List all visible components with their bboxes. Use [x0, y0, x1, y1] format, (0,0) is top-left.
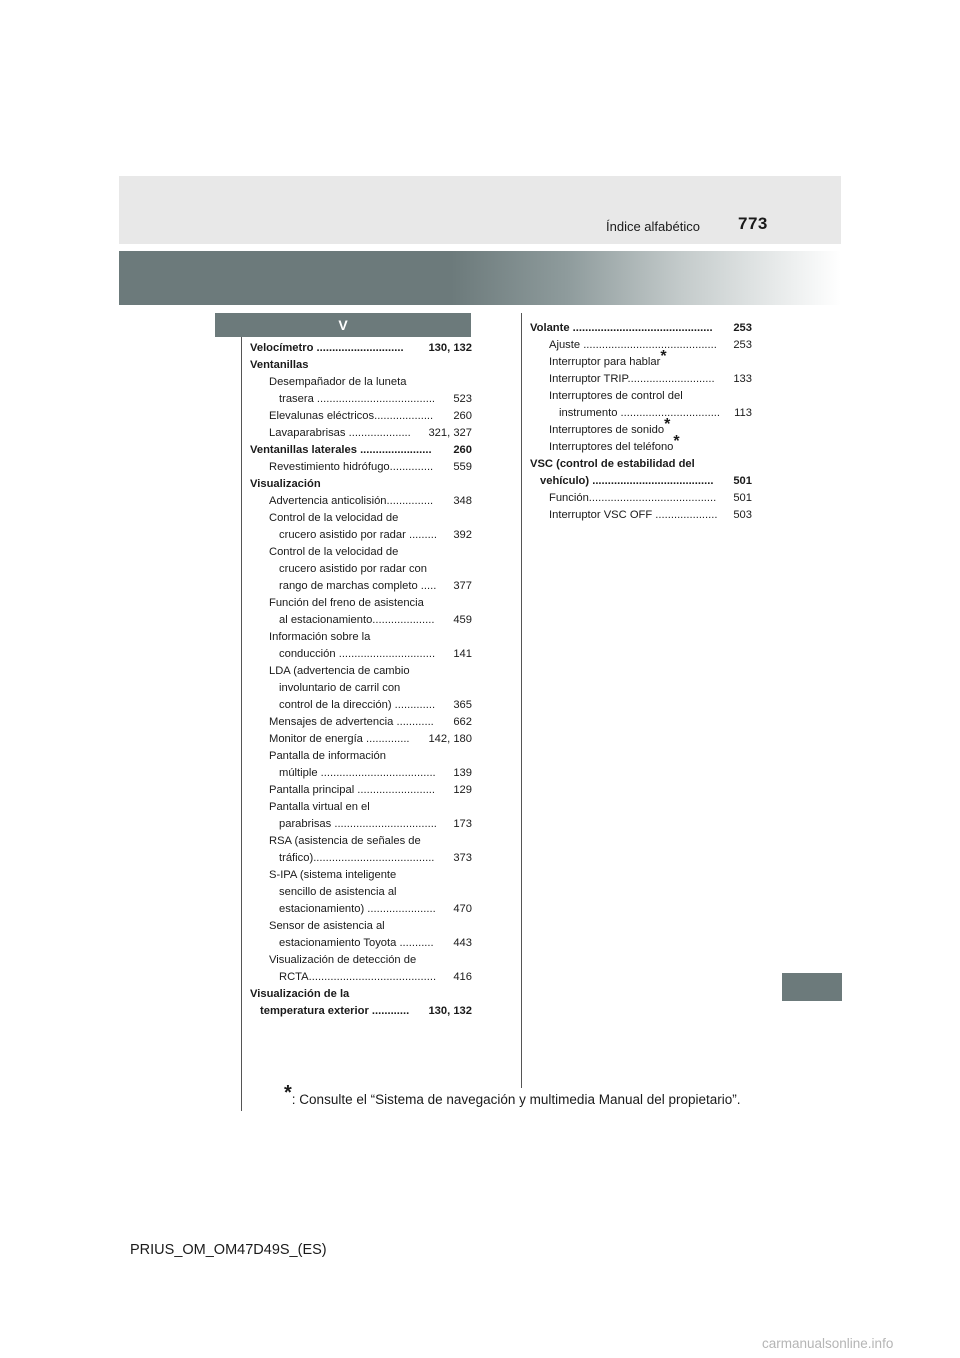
index-page-number[interactable]: 443 [453, 937, 472, 949]
index-page-number[interactable]: 130, 132 [428, 1005, 472, 1017]
index-entry [250, 629, 472, 646]
index-page-number[interactable]: 348 [453, 495, 472, 507]
index-entry-text: conducción ............................... [279, 648, 436, 660]
index-page-number[interactable]: 253 [733, 339, 752, 351]
index-entry [250, 884, 472, 901]
index-page-number[interactable]: 416 [453, 971, 472, 983]
index-entry-text: Interruptores del teléfono [549, 441, 674, 453]
index-entry [250, 374, 472, 391]
index-entry-text: Interruptor para hablar [549, 356, 661, 368]
index-entry[interactable] [250, 408, 472, 425]
index-entry[interactable] [250, 816, 472, 833]
index-entry[interactable] [250, 442, 472, 459]
index-entry-text: Visualización de la [250, 988, 350, 1000]
asterisk-footnote-marker: * [664, 416, 671, 433]
index-page-number[interactable]: 260 [453, 410, 472, 422]
index-entry-text: sencillo de asistencia al [279, 886, 397, 898]
index-entry [250, 544, 472, 561]
index-entry-text: Visualización [250, 478, 321, 490]
index-entry [250, 561, 472, 578]
index-page-number[interactable]: 459 [453, 614, 472, 626]
index-entry[interactable] [250, 765, 472, 782]
index-entry-text: Ventanillas laterales ....................... [250, 444, 432, 456]
index-entry-text: Velocímetro ............................ [250, 342, 404, 354]
index-entry-text: parabrisas ................................. [279, 818, 437, 830]
index-page-number[interactable]: 173 [453, 818, 472, 830]
index-entry-text: VSC (control de estabilidad del [530, 458, 695, 470]
index-entry[interactable] [530, 320, 752, 337]
index-page-number[interactable]: 559 [453, 461, 472, 473]
index-entry[interactable] [530, 371, 752, 388]
index-entry[interactable] [250, 459, 472, 476]
index-page-number[interactable]: 253 [733, 322, 752, 334]
index-entry-text: estacionamiento Toyota ........... [279, 937, 434, 949]
index-entry-text: Visualización de detección de [269, 954, 417, 966]
index-entry-text: trasera ...................................... [279, 393, 436, 405]
index-entry[interactable] [250, 782, 472, 799]
index-page-number[interactable]: 392 [453, 529, 472, 541]
index-entry [250, 952, 472, 969]
index-page-number[interactable]: 503 [733, 509, 752, 521]
index-entry[interactable] [530, 490, 752, 507]
index-entry-text: Función del freno de asistencia [269, 597, 424, 609]
chapter-side-tab[interactable] [782, 973, 842, 1001]
index-entry-text: Pantalla virtual en el [269, 801, 370, 813]
index-entry-text: Ajuste ........................................... [549, 339, 717, 351]
index-entry[interactable] [250, 731, 472, 748]
section-title: Índice alfabético [606, 219, 700, 234]
asterisk-footnote-marker: * [660, 348, 667, 365]
index-entry [530, 433, 752, 456]
index-entry-text: vehículo) ....................................... [540, 475, 714, 487]
index-page-number[interactable]: 133 [733, 373, 752, 385]
index-page-number[interactable]: 141 [453, 648, 472, 660]
footnote [284, 1082, 741, 1107]
page-number: 773 [738, 214, 768, 233]
index-entry-text: Control de la velocidad de [269, 512, 399, 524]
index-entry [250, 476, 472, 493]
index-column-right [530, 320, 752, 524]
index-page-number[interactable]: 142, 180 [428, 733, 472, 745]
index-entry [530, 348, 752, 371]
index-entry [250, 918, 472, 935]
index-entry[interactable] [250, 340, 472, 357]
index-entry[interactable] [250, 697, 472, 714]
index-page-number[interactable]: 321, 327 [428, 427, 472, 439]
index-entry [250, 680, 472, 697]
index-entry[interactable] [250, 578, 472, 595]
index-entry-text: crucero asistido por radar con [279, 563, 427, 575]
index-entry-text: Interruptor VSC OFF .................... [549, 509, 718, 521]
document-id: PRIUS_OM_OM47D49S_(ES) [130, 1242, 327, 1258]
index-entry[interactable] [250, 646, 472, 663]
index-entry-text: Pantalla principal ......................... [269, 784, 436, 796]
index-entry-text: RCTA......................................... [279, 971, 437, 983]
index-entry-text: Control de la velocidad de [269, 546, 399, 558]
index-page-number[interactable]: 501 [733, 492, 752, 504]
index-entry[interactable] [250, 527, 472, 544]
index-entry-text: Información sobre la [269, 631, 371, 643]
index-entry-text: RSA (asistencia de señales de [269, 835, 421, 847]
index-letter-tab: V [215, 313, 471, 337]
index-entry-text: crucero asistido por radar ......... [279, 529, 437, 541]
index-entry-text: Ventanillas [250, 359, 309, 371]
index-entry-text: temperatura exterior ............ [260, 1005, 410, 1017]
index-entry-text: Elevalunas eléctricos................... [269, 410, 434, 422]
index-entry [530, 416, 752, 439]
index-page-number[interactable]: 662 [453, 716, 472, 728]
index-page-number[interactable]: 470 [453, 903, 472, 915]
index-entry[interactable] [250, 391, 472, 408]
index-entry [250, 663, 472, 680]
header-band [119, 176, 841, 244]
index-page-number[interactable]: 139 [453, 767, 472, 779]
index-entry-text: Pantalla de información [269, 750, 386, 762]
asterisk-footnote-marker: * [673, 433, 680, 450]
index-entry [250, 986, 472, 1003]
index-entry-text: control de la dirección) ............. [279, 699, 436, 711]
index-page-number[interactable]: 129 [453, 784, 472, 796]
index-entry [250, 357, 472, 374]
index-entry-text: rango de marchas completo ..... [279, 580, 437, 592]
index-entry[interactable] [250, 850, 472, 867]
footnote-text: : Consulte el “Sistema de navegación y multimedia Manual del propietario”. [291, 1092, 741, 1107]
index-page-number[interactable]: 523 [453, 393, 472, 405]
index-entry-text: involuntario de carril con [279, 682, 401, 694]
index-entry-text: estacionamiento) ...................... [279, 903, 436, 915]
index-entry-text: Monitor de energía .............. [269, 733, 410, 745]
index-entry-text: Advertencia anticolisión............... [269, 495, 434, 507]
index-entry-text: Función......................................... [549, 492, 717, 504]
index-entry[interactable] [250, 425, 472, 442]
header-gradient-bar [119, 251, 841, 305]
index-entry[interactable] [530, 473, 752, 490]
index-entry[interactable] [530, 405, 752, 422]
index-entry[interactable] [250, 935, 472, 952]
index-entry-text: Interruptores de sonido [549, 424, 665, 436]
index-page-number[interactable]: 373 [453, 852, 472, 864]
index-page-number[interactable]: 130, 132 [428, 342, 472, 354]
index-entry-text: Interruptores de control del [549, 390, 683, 402]
watermark: carmanualsonline.info [762, 1336, 894, 1351]
index-entry[interactable] [250, 493, 472, 510]
column-divider-middle [521, 313, 522, 1088]
index-entry-text: Interruptor TRIP............................ [549, 373, 715, 385]
index-entry [530, 388, 752, 405]
index-entry[interactable] [250, 901, 472, 918]
index-page-number[interactable]: 377 [453, 580, 472, 592]
index-page-number[interactable]: 113 [734, 407, 752, 419]
index-entry[interactable] [530, 337, 752, 354]
index-entry [250, 867, 472, 884]
index-entry [250, 748, 472, 765]
index-entry[interactable] [250, 714, 472, 731]
index-page-number[interactable]: 365 [453, 699, 472, 711]
index-entry-text: Volante ............................................. [530, 322, 713, 334]
index-entry-text: Lavaparabrisas .................... [269, 427, 411, 439]
index-entry-text: S-IPA (sistema inteligente [269, 869, 397, 881]
index-entry-text: Mensajes de advertencia ............ [269, 716, 434, 728]
column-divider-left [241, 337, 242, 1111]
index-page-number[interactable]: 501 [733, 475, 752, 487]
index-entry [250, 510, 472, 527]
index-entry-text: LDA (advertencia de cambio [269, 665, 410, 677]
footnote-star: * [284, 1082, 292, 1104]
index-entry-text: al estacionamiento.................... [279, 614, 435, 626]
index-entry-text: múltiple ..................................... [279, 767, 436, 779]
index-entry-text: Sensor de asistencia al [269, 920, 385, 932]
index-entry-text: tráfico)....................................... [279, 852, 435, 864]
index-entry-text: instrumento ................................ [559, 407, 721, 419]
index-entry[interactable] [530, 507, 752, 524]
index-column-left [250, 340, 472, 1020]
index-entry[interactable] [250, 1003, 472, 1020]
index-entry[interactable] [250, 612, 472, 629]
index-entry [530, 456, 752, 473]
index-entry [250, 833, 472, 850]
index-entry-text: Desempañador de la luneta [269, 376, 407, 388]
index-page-number[interactable]: 260 [453, 444, 472, 456]
index-entry[interactable] [250, 969, 472, 986]
index-entry [250, 799, 472, 816]
index-entry-text: Revestimiento hidrófugo.............. [269, 461, 434, 473]
index-entry [250, 595, 472, 612]
